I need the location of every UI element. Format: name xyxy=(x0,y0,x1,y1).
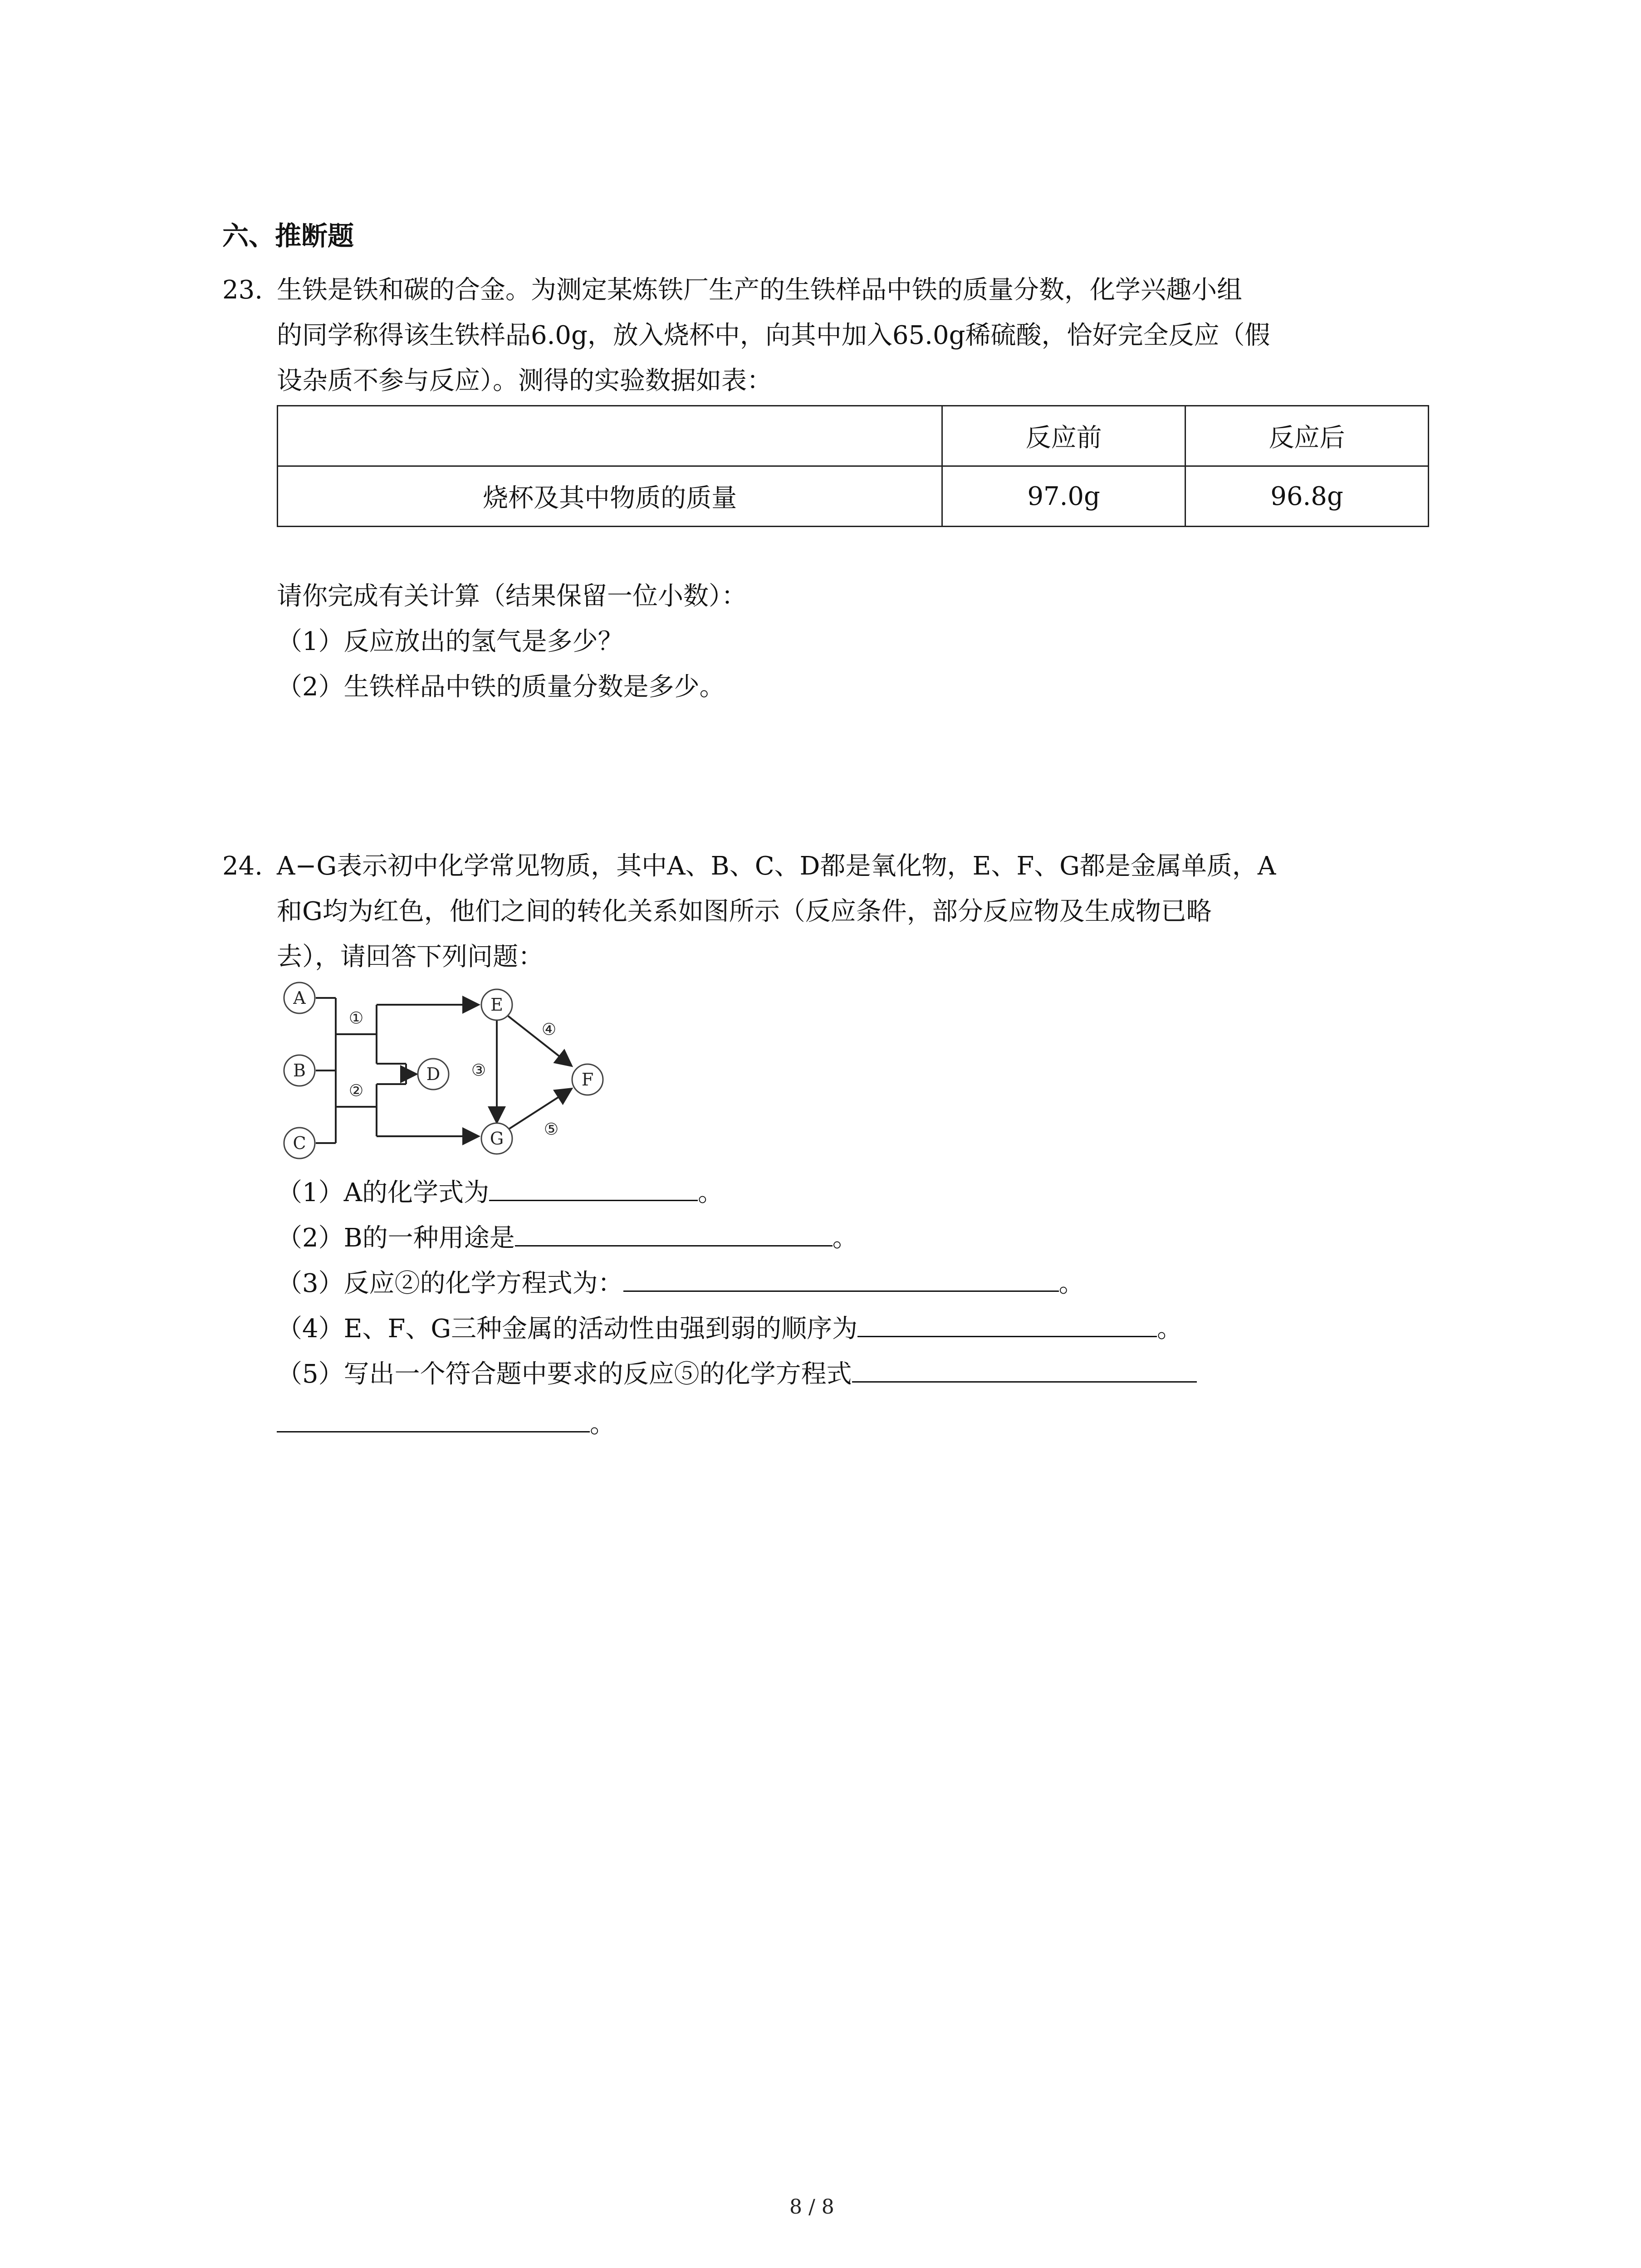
q24-sub-5-text: （5）写出一个符合题中要求的反应⑤的化学方程式 xyxy=(277,1359,852,1389)
q24-sub-4 xyxy=(277,1306,1182,1352)
table-header-empty xyxy=(278,406,942,466)
page-number: 8 / 8 xyxy=(789,2195,834,2219)
q23-line-1: 生铁是铁和碳的合金。为测定某炼铁厂生产的生铁样品中铁的质量分数，化学兴趣小组 xyxy=(277,275,1242,305)
q23-sub-1: （1）反应放出的氢气是多少？ xyxy=(277,627,623,656)
conversion-diagram xyxy=(272,980,644,1170)
table-row xyxy=(278,466,1429,527)
answer-blank-3[interactable] xyxy=(623,1263,1059,1292)
q24-line-3: 去），请回答下列问题： xyxy=(277,942,544,972)
answer-blank-1[interactable] xyxy=(489,1173,698,1201)
q24-sub-1 xyxy=(277,1170,723,1216)
q24-sub-4-end: 。 xyxy=(1157,1314,1183,1344)
q24-sub-5-continuation xyxy=(277,1402,615,1447)
q24-sub-2-text: （2）B的一种用途是 xyxy=(277,1223,515,1253)
answer-blank-6[interactable] xyxy=(277,1404,590,1432)
q24-sub-3 xyxy=(277,1261,1084,1306)
q24-line-1: A−G表示初中化学常见物质，其中A、B、C、D都是氧化物，E、F、G都是金属单质，A xyxy=(277,851,1276,881)
node-b-label: B xyxy=(293,1061,306,1080)
q24-last-end: 。 xyxy=(590,1409,615,1439)
q23-instruction: 请你完成有关计算（结果保留一位小数）： xyxy=(277,582,747,611)
q24-line-2: 和G均为红色，他们之间的转化关系如图所示（反应条件，部分反应物及生成物已略 xyxy=(277,897,1212,926)
table-cell-before: 97.0g xyxy=(942,466,1185,527)
q24-sub-2-end: 。 xyxy=(832,1223,858,1253)
q24-number: 24. xyxy=(222,851,263,881)
section-title: 六、推断题 xyxy=(222,220,354,251)
reaction-2-label: ② xyxy=(348,1081,364,1100)
q23-line-3: 设杂质不参与反应）。测得的实验数据如表： xyxy=(277,366,772,396)
table-header-row xyxy=(278,406,1429,466)
node-e-label: E xyxy=(490,995,503,1015)
node-d-label: D xyxy=(426,1064,441,1084)
q23-number: 23. xyxy=(222,275,263,305)
table-row-label: 烧杯及其中物质的质量 xyxy=(278,466,942,527)
answer-blank-2[interactable] xyxy=(515,1218,833,1246)
q24-sub-1-text: （1）A的化学式为 xyxy=(277,1178,490,1207)
q24-sub-2 xyxy=(277,1216,858,1261)
q24-sub-4-text: （4）E、F、G三种金属的活动性由强到弱的顺序为 xyxy=(277,1314,858,1344)
node-c-label: C xyxy=(293,1133,306,1153)
node-a-label: A xyxy=(293,988,306,1008)
reaction-4-label: ④ xyxy=(541,1020,557,1039)
q24-sub-3-end: 。 xyxy=(1058,1269,1084,1298)
node-f-label: F xyxy=(581,1070,594,1090)
q23-line-2: 的同学称得该生铁样品6.0g，放入烧杯中，向其中加入65.0g稀硫酸，恰好完全反应（假 xyxy=(277,321,1270,350)
reaction-1-label: ① xyxy=(348,1009,364,1028)
table-cell-after: 96.8g xyxy=(1185,466,1429,527)
q24-sub-1-end: 。 xyxy=(698,1178,724,1207)
reaction-3-label: ③ xyxy=(471,1061,486,1080)
q23-data-table xyxy=(277,405,1429,527)
q24-sub-5 xyxy=(277,1352,1197,1397)
q24-sub-3-text: （3）反应②的化学方程式为： xyxy=(277,1269,623,1298)
reaction-5-label: ⑤ xyxy=(544,1120,559,1139)
node-g-label: G xyxy=(490,1129,504,1149)
answer-blank-4[interactable] xyxy=(857,1309,1157,1337)
table-header-before: 反应前 xyxy=(942,406,1185,466)
table-header-after: 反应后 xyxy=(1185,406,1429,466)
q23-sub-2: （2）生铁样品中铁的质量分数是多少。 xyxy=(277,672,725,702)
answer-blank-5[interactable] xyxy=(852,1354,1197,1383)
